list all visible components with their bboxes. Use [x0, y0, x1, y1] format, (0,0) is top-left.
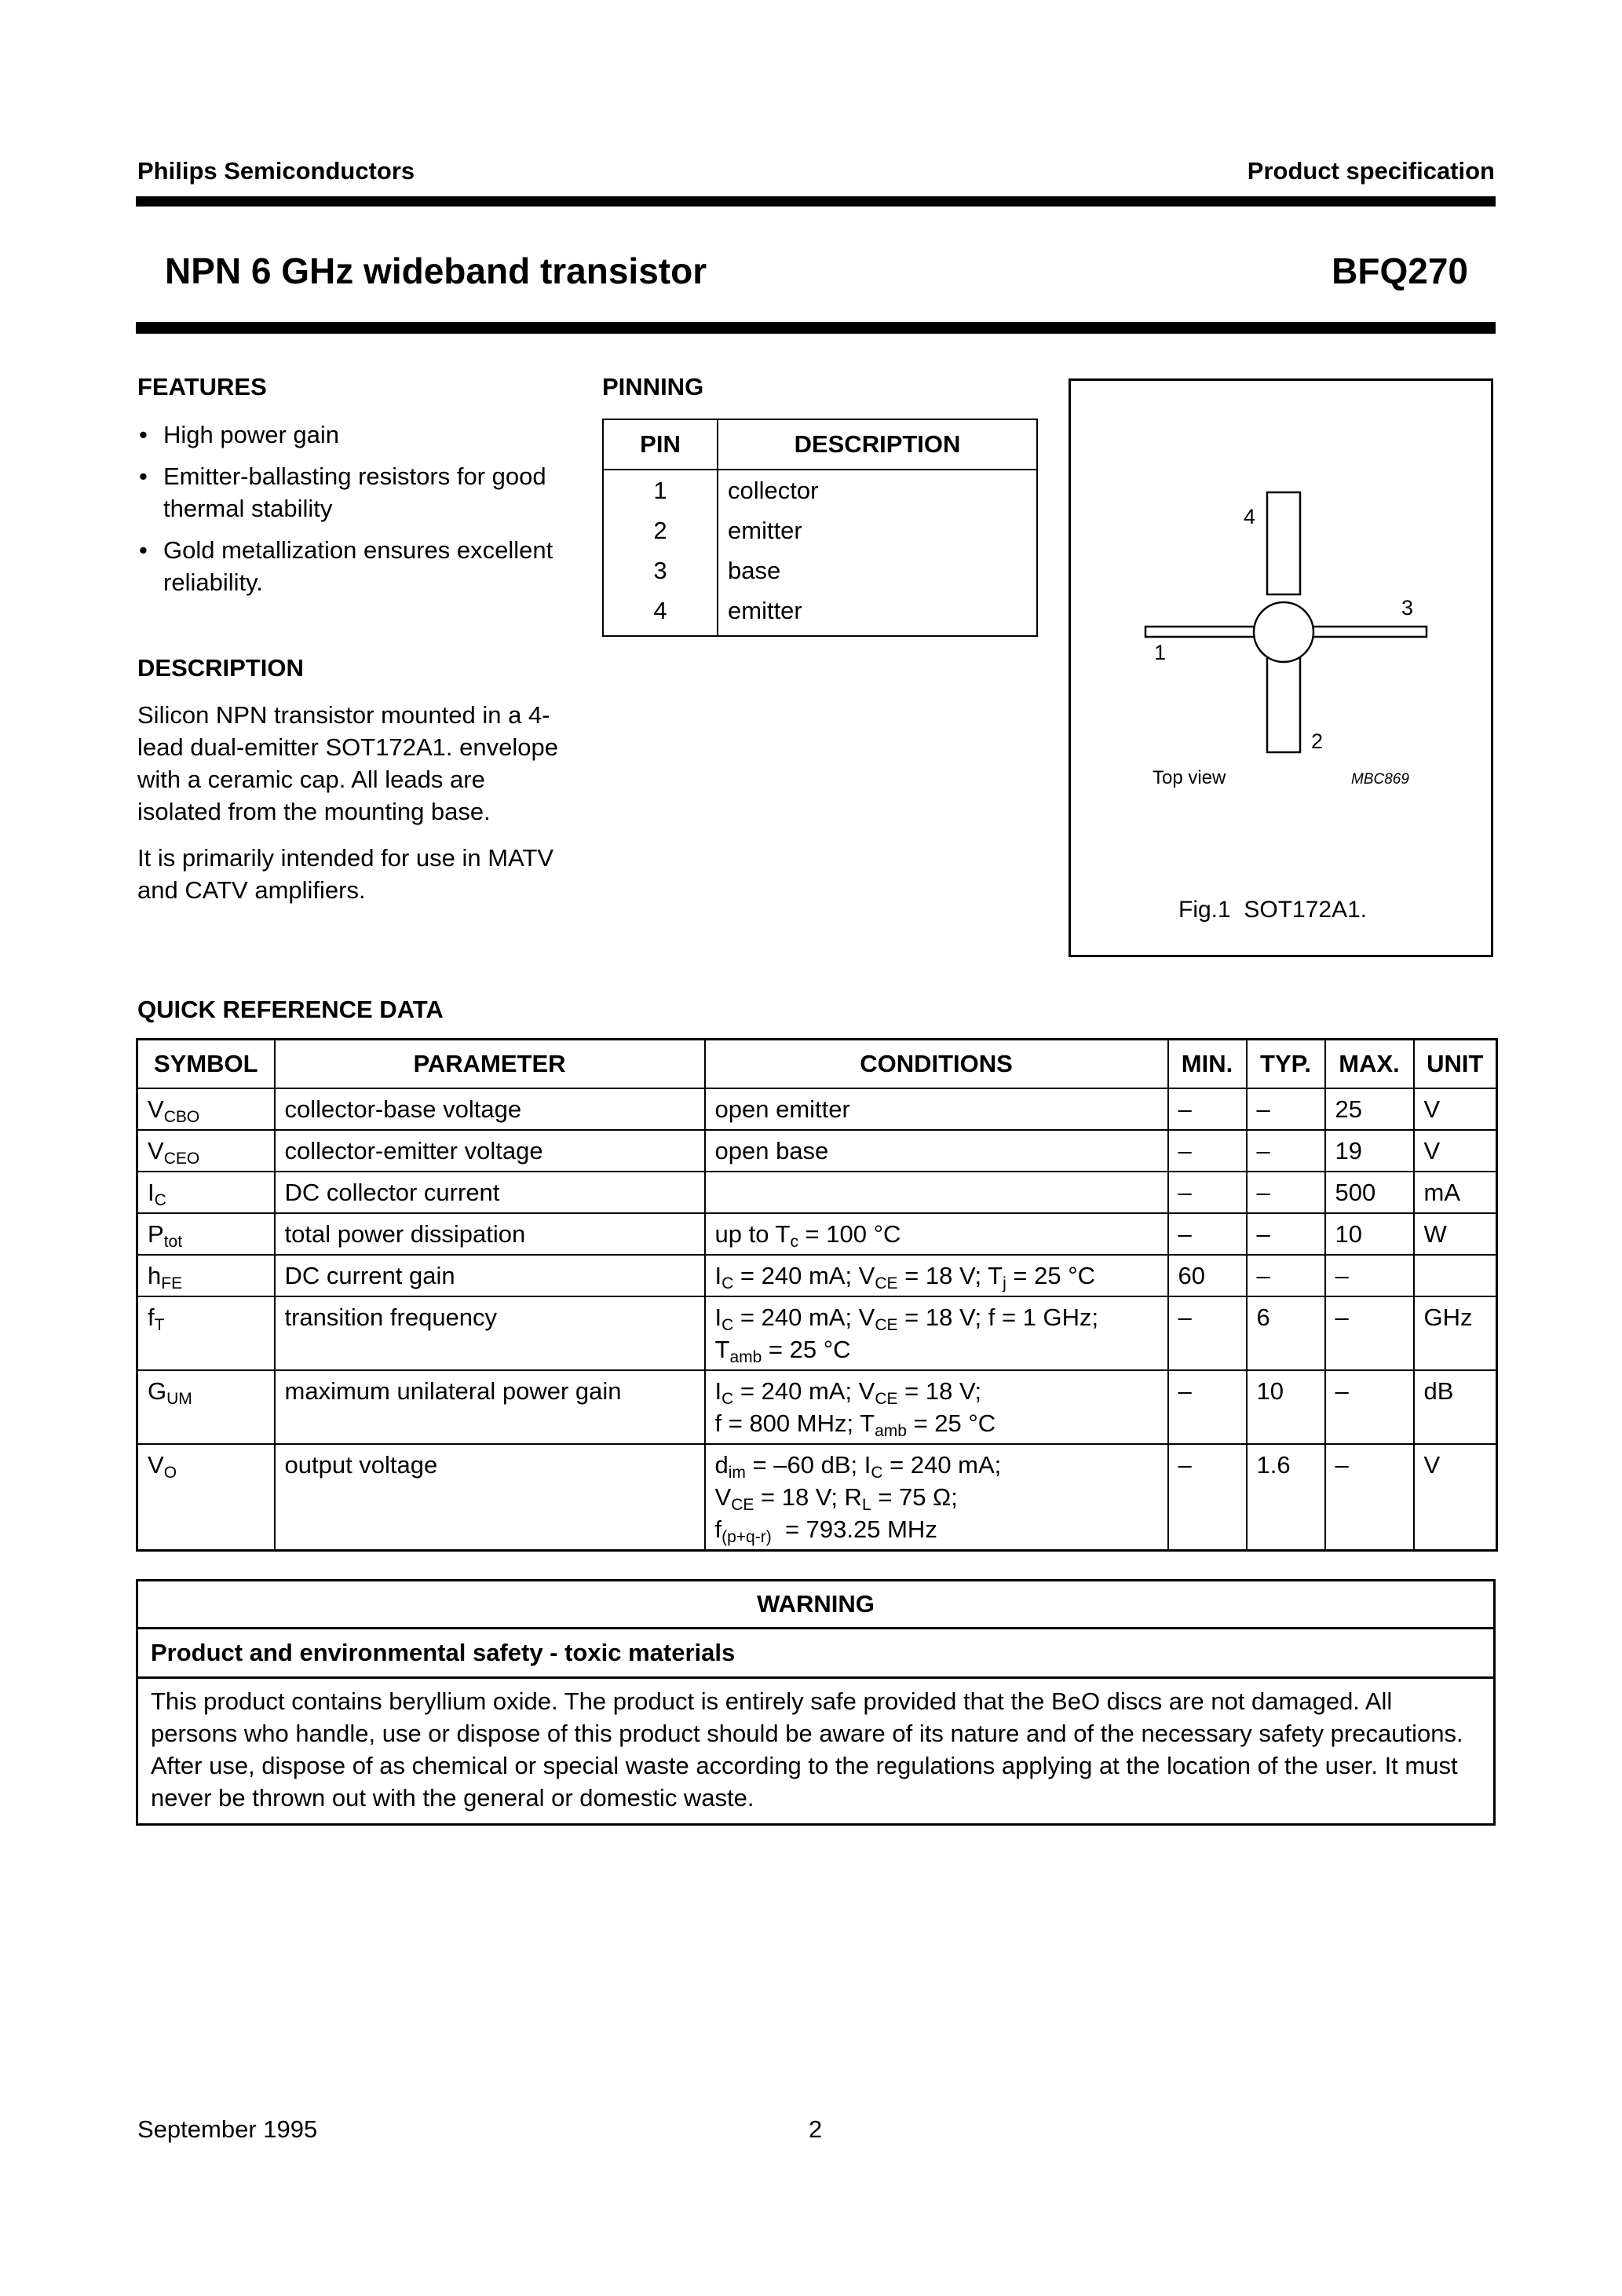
min-cell: – [1168, 1213, 1247, 1255]
min-cell: – [1168, 1088, 1247, 1130]
max-cell: 10 [1325, 1213, 1414, 1255]
condition-text: = 25 °C [762, 1336, 851, 1363]
parameter-cell: transition frequency [275, 1296, 705, 1370]
figure-code: MBC869 [1351, 771, 1409, 788]
max-cell: 19 [1325, 1130, 1414, 1172]
parameter-cell: DC collector current [275, 1172, 705, 1213]
condition-line [715, 1333, 1158, 1366]
condition-text: = 240 mA; [882, 1451, 1002, 1479]
parameter-cell: collector-emitter voltage [275, 1130, 705, 1172]
condition-text: = 100 °C [798, 1220, 901, 1248]
unit-cell: V [1414, 1444, 1497, 1551]
company-name: Philips Semiconductors [137, 157, 415, 185]
figure-caption: Fig.1 SOT172A1. [1178, 897, 1368, 923]
subscript: j [1003, 1274, 1006, 1292]
typ-cell: – [1247, 1255, 1325, 1296]
max-cell: 25 [1325, 1088, 1414, 1130]
typ-cell: – [1247, 1130, 1325, 1172]
symbol-letter: f [148, 1303, 155, 1331]
max-cell: – [1325, 1255, 1414, 1296]
symbol-cell [137, 1088, 275, 1130]
pin-number: 2 [603, 510, 718, 550]
parameter-cell: output voltage [275, 1444, 705, 1551]
feature-item: • Gold metallization ensures excellent reliability. [137, 534, 561, 598]
condition-line [715, 1301, 1158, 1333]
condition-text: = 18 V; T [897, 1262, 1003, 1289]
conditions-cell [705, 1296, 1168, 1370]
sot172-package-drawing [1071, 381, 1491, 955]
max-column-header: MAX. [1325, 1040, 1414, 1089]
subscript: CE [875, 1274, 898, 1292]
min-cell: – [1168, 1130, 1247, 1172]
pin-number: 4 [603, 590, 718, 636]
symbol-letter: G [148, 1377, 167, 1405]
condition-text: = 18 V; f = 1 GHz; [897, 1303, 1099, 1331]
pin-label-2: 2 [1311, 729, 1324, 753]
max-cell: – [1325, 1370, 1414, 1444]
symbol-cell [137, 1130, 275, 1172]
figure-box [1069, 378, 1493, 957]
description-heading: DESCRIPTION [137, 654, 304, 682]
condition-text: = 75 Ω; [871, 1483, 958, 1511]
symbol-column-header: SYMBOL [137, 1040, 275, 1089]
table-header-row [603, 419, 1037, 470]
subscript: im [728, 1464, 746, 1482]
feature-item: • High power gain [137, 419, 561, 451]
package-body [1254, 602, 1313, 662]
pin-number: 1 [603, 470, 718, 510]
unit-cell [1414, 1255, 1497, 1296]
qrd-table-body [137, 1088, 1497, 1551]
warning-text: This product contains beryllium oxide. The product is entirely safe provided that the BeO discs are not damaged. All persons who handle, use or dispose of this product should be aware of its nature and of the necessary safety precautions. After use, dispose of as chemical or special waste according to the regulations applying at the location of the user. It must never be thrown out with the general or domestic waste. [151, 1687, 1463, 1812]
lead-3 [1310, 627, 1427, 637]
condition-text: f [714, 1515, 722, 1543]
lead-4 [1267, 492, 1300, 594]
pinning-table [602, 419, 1038, 637]
condition-line [715, 1218, 1158, 1250]
condition-text: T [714, 1336, 730, 1363]
symbol-cell [137, 1370, 275, 1444]
unit-cell: V [1414, 1130, 1497, 1172]
pin-label-4: 4 [1244, 505, 1256, 528]
feature-item: • Emitter-ballasting resistors for good thermal stability [137, 460, 561, 525]
description-section [137, 699, 565, 920]
condition-line [715, 1449, 1158, 1481]
symbol-cell [137, 1172, 275, 1213]
page-number: 2 [809, 2115, 823, 2143]
symbol-letter: V [148, 1137, 164, 1164]
pin-description: base [718, 550, 1037, 590]
table-row [137, 1088, 1497, 1130]
table-header-row [137, 1040, 1497, 1089]
table-row [603, 510, 1037, 550]
pin-description: collector [718, 470, 1037, 510]
max-cell: – [1325, 1444, 1414, 1551]
condition-text: I [714, 1377, 722, 1405]
parameter-cell: total power dissipation [275, 1213, 705, 1255]
condition-text: = 240 mA; V [733, 1262, 875, 1289]
typ-cell: – [1247, 1088, 1325, 1130]
subscript: amb [729, 1348, 762, 1366]
typ-column-header: TYP. [1247, 1040, 1325, 1089]
table-row [137, 1213, 1497, 1255]
condition-text: up to T [714, 1220, 791, 1248]
min-cell: – [1168, 1370, 1247, 1444]
table-row [137, 1444, 1497, 1551]
parameter-cell: maximum unilateral power gain [275, 1370, 705, 1444]
features-heading: FEATURES [137, 373, 267, 400]
conditions-cell [705, 1255, 1168, 1296]
subscript: c [790, 1233, 798, 1251]
condition-text: = 240 mA; V [733, 1377, 875, 1405]
pin-label-1: 1 [1154, 641, 1167, 664]
subscript: C [721, 1390, 734, 1408]
typ-cell: – [1247, 1172, 1325, 1213]
symbol-cell [137, 1213, 275, 1255]
pin-number: 3 [603, 550, 718, 590]
typ-cell: 1.6 [1247, 1444, 1325, 1551]
condition-text: = 25 °C [906, 1409, 996, 1437]
symbol-letter: V [148, 1095, 164, 1123]
condition-text: I [714, 1303, 722, 1331]
condition-text: = 25 °C [1006, 1262, 1096, 1289]
warning-heading: WARNING [138, 1581, 1493, 1629]
conditions-cell [705, 1213, 1168, 1255]
condition-line [715, 1513, 1158, 1545]
conditions-cell: open base [705, 1130, 1168, 1172]
table-row [137, 1370, 1497, 1444]
table-row [137, 1130, 1497, 1172]
view-label: Top view [1153, 767, 1226, 788]
pin-label-3: 3 [1401, 596, 1414, 620]
symbol-letter: I [148, 1179, 155, 1206]
description-paragraph: It is primarily intended for use in MATV and CATV amplifiers. [137, 844, 554, 904]
min-cell: – [1168, 1444, 1247, 1551]
symbol-letter: V [148, 1451, 164, 1479]
subscript: CE [875, 1390, 898, 1408]
quick-reference-table [136, 1038, 1498, 1552]
unit-cell: W [1414, 1213, 1497, 1255]
qrd-heading: QUICK REFERENCE DATA [137, 996, 444, 1023]
table-row [603, 550, 1037, 590]
condition-line [715, 1481, 1158, 1513]
symbol-subscript: C [154, 1191, 166, 1209]
min-cell: – [1168, 1296, 1247, 1370]
features-list [137, 419, 561, 598]
subscript: (p+q-r) [721, 1528, 772, 1546]
symbol-subscript: tot [163, 1233, 183, 1251]
condition-text: = 793.25 MHz [771, 1515, 937, 1543]
description-column-header: DESCRIPTION [718, 419, 1037, 470]
conditions-cell [705, 1444, 1168, 1551]
symbol-subscript: T [154, 1316, 165, 1334]
min-cell: 60 [1168, 1255, 1247, 1296]
conditions-cell: open emitter [705, 1088, 1168, 1130]
features-section [137, 419, 561, 608]
condition-text: d [714, 1451, 729, 1479]
symbol-letter: h [148, 1262, 162, 1289]
typ-cell: 10 [1247, 1370, 1325, 1444]
conditions-cell [705, 1370, 1168, 1444]
lead-1 [1145, 627, 1255, 637]
document-type: Product specification [1247, 157, 1495, 185]
max-cell: 500 [1325, 1172, 1414, 1213]
condition-text: = 18 V; [897, 1377, 982, 1405]
symbol-subscript: UM [166, 1390, 192, 1408]
unit-cell: V [1414, 1088, 1497, 1130]
symbol-subscript: O [163, 1464, 177, 1482]
subscript: amb [875, 1422, 907, 1440]
subscript: CE [731, 1496, 754, 1514]
table-row [603, 470, 1037, 510]
symbol-letter: P [148, 1220, 164, 1248]
unit-cell: dB [1414, 1370, 1497, 1444]
footer-date: September 1995 [137, 2115, 318, 2143]
condition-line [715, 1260, 1158, 1292]
warning-box [136, 1579, 1496, 1826]
subscript: C [721, 1316, 734, 1334]
condition-text: I [714, 1262, 722, 1289]
unit-cell: mA [1414, 1172, 1497, 1213]
pin-description: emitter [718, 590, 1037, 636]
condition-text: V [714, 1483, 732, 1511]
symbol-cell [137, 1444, 275, 1551]
table-row [603, 590, 1037, 636]
parameter-cell: collector-base voltage [275, 1088, 705, 1130]
page-title: NPN 6 GHz wideband transistor [165, 250, 707, 291]
min-column-header: MIN. [1168, 1040, 1247, 1089]
conditions-column-header: CONDITIONS [705, 1040, 1168, 1089]
subscript: C [721, 1274, 734, 1292]
header-rule [136, 196, 1496, 207]
description-paragraph: Silicon NPN transistor mounted in a 4-lead dual-emitter SOT172A1. envelope with a ceramic cap. All leads are isolated from the mounting base. [137, 701, 558, 825]
min-cell: – [1168, 1172, 1247, 1213]
subscript: CE [875, 1316, 898, 1334]
table-row [137, 1296, 1497, 1370]
pinning-heading: PINNING [602, 373, 704, 400]
typ-cell: – [1247, 1213, 1325, 1255]
table-row [137, 1172, 1497, 1213]
title-rule [136, 322, 1496, 334]
symbol-cell [137, 1255, 275, 1296]
unit-column-header: UNIT [1414, 1040, 1497, 1089]
symbol-subscript: CEO [163, 1150, 200, 1168]
parameter-column-header: PARAMETER [275, 1040, 705, 1089]
conditions-cell [705, 1172, 1168, 1213]
table-row [137, 1255, 1497, 1296]
part-number: BFQ270 [1332, 250, 1468, 291]
symbol-subscript: CBO [163, 1108, 200, 1126]
condition-line [715, 1407, 1158, 1439]
condition-text: = 18 V; R [754, 1483, 862, 1511]
condition-text: f = 800 MHz; T [714, 1409, 875, 1437]
condition-text: = 240 mA; V [733, 1303, 875, 1331]
typ-cell: 6 [1247, 1296, 1325, 1370]
symbol-subscript: FE [161, 1274, 183, 1292]
subscript: L [861, 1496, 871, 1514]
condition-line [715, 1375, 1158, 1407]
unit-cell: GHz [1414, 1296, 1497, 1370]
subscript: C [871, 1464, 883, 1482]
warning-subheading: Product and environmental safety - toxic materials [138, 1629, 1493, 1679]
condition-text: = –60 dB; I [745, 1451, 871, 1479]
max-cell: – [1325, 1296, 1414, 1370]
pin-description: emitter [718, 510, 1037, 550]
symbol-cell [137, 1296, 275, 1370]
parameter-cell: DC current gain [275, 1255, 705, 1296]
pin-column-header: PIN [603, 419, 718, 470]
